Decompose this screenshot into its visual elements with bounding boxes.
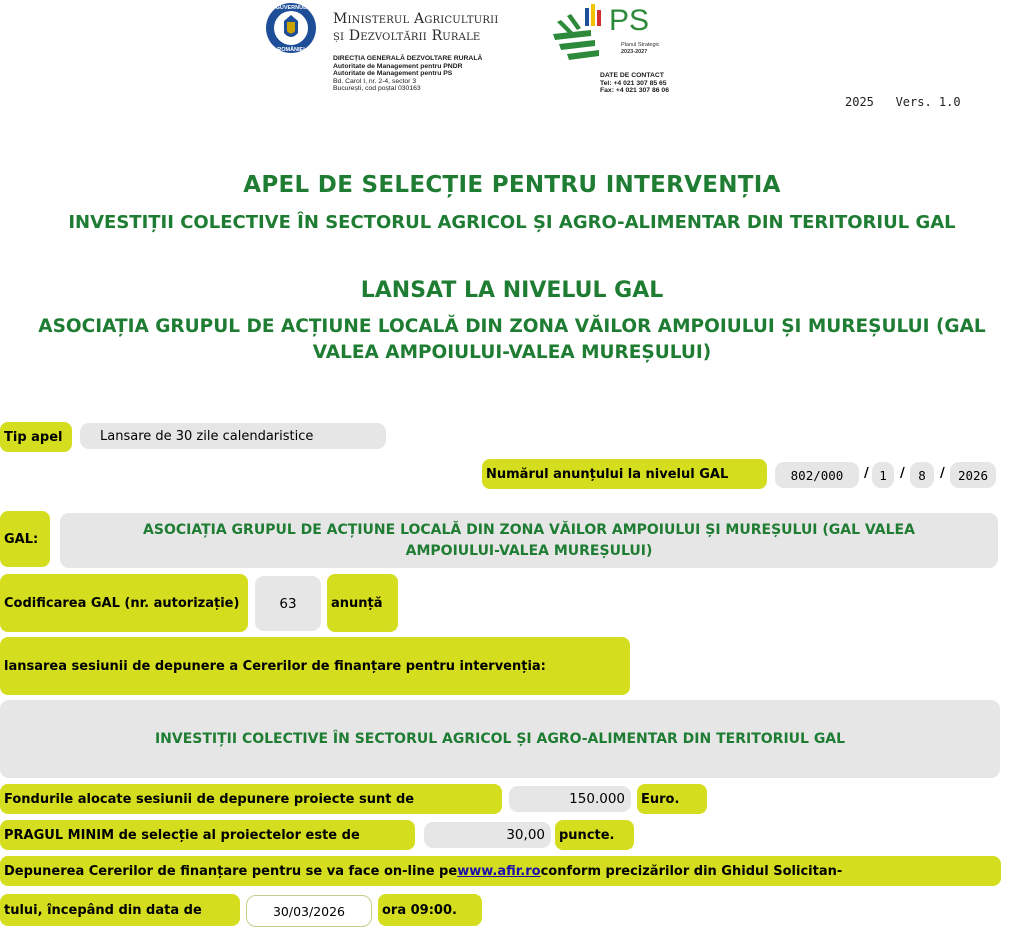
contact-tel: Tel: +4 021 307 85 65 — [600, 79, 667, 87]
contact-info — [600, 72, 669, 95]
nr-separator-2: / — [900, 466, 905, 481]
gal-name-title: ASOCIAȚIA GRUPUL DE ACȚIUNE LOCALĂ DIN ZONA VĂILOR AMPOIULUI ȘI MUREȘULUI (GAL VALEA AMPOIULUI-VALEA MUREȘULUI) — [38, 316, 986, 363]
depunere-text-line-2: tului, începând din data de — [0, 894, 240, 926]
ps-logo — [551, 0, 711, 64]
nr-anunt-part-1[interactable]: 802/000 — [775, 462, 859, 488]
nr-anunt-part-2[interactable]: 1 — [872, 462, 894, 488]
crest-text-top: GUVERNUL — [275, 5, 307, 11]
codificare-label: Codificarea GAL (nr. autorizație) — [0, 574, 248, 632]
gal-label: GAL: — [0, 511, 50, 567]
interventie-field[interactable] — [0, 700, 1000, 778]
afir-link[interactable]: www.afir.ro — [457, 863, 541, 879]
main-title: APEL DE SELECȚIE PENTRU INTERVENȚIA — [243, 172, 781, 198]
gal-value: ASOCIAȚIA GRUPUL DE ACȚIUNE LOCALĂ DIN ZONA VĂILOR AMPOIULUI ȘI MUREȘULUI (GAL VALEA AMPOIULUI-VALEA MUREȘULUI) — [143, 521, 915, 559]
tip-apel-field[interactable]: Lansare de 30 zile calendaristice — [80, 423, 386, 449]
directorate-line-4: Bd. Carol I, nr. 2-4, sector 3 — [333, 77, 417, 85]
nr-separator-3: / — [940, 466, 945, 481]
prag-label: PRAGUL MINIM de selecție al proiectelor este de — [0, 820, 415, 850]
codificare-field[interactable]: 63 — [255, 576, 321, 631]
nr-separator-1: / — [864, 466, 869, 481]
contact-title: DATE DE CONTACT — [600, 72, 664, 79]
anunta-label: anunță — [327, 574, 398, 632]
ministry-line-2: și Dezvoltării Rurale — [333, 28, 481, 44]
ora-label: ora 09:00. — [378, 894, 482, 926]
nr-anunt-part-3[interactable]: 8 — [910, 462, 934, 488]
depunere-text-1: Depunerea Cererilor de finanțare pentru se va face on-line pe — [4, 863, 458, 879]
crest-text-bottom: ROMÂNIEI — [277, 47, 305, 53]
depunere-text-line-1 — [0, 856, 1001, 886]
ministry-name — [333, 11, 498, 45]
lansarea-label: lansarea sesiunii de depunere a Cererilor de finanțare pentru intervenția: — [0, 637, 630, 695]
ps-logo-sub-1: Planul Strategic — [621, 42, 660, 48]
data-field[interactable]: 30/03/2026 — [246, 895, 372, 927]
fonduri-label: Fondurile alocate sesiunii de depunere proiecte sunt de — [0, 784, 502, 814]
directorate-line-2: Autoritate de Management pentru PNDR — [333, 62, 463, 70]
fonduri-unit: Euro. — [637, 784, 707, 814]
interventie-value: INVESTIȚII COLECTIVE ÎN SECTORUL AGRICOL ȘI AGRO-ALIMENTAR DIN TERITORIUL GAL — [154, 731, 846, 747]
nr-anunt-label: Numărul anunțului la nivelul GAL — [482, 459, 767, 489]
launched-title: LANSAT LA NIVELUL GAL — [360, 278, 664, 303]
tip-apel-label: Tip apel — [0, 422, 72, 452]
nr-anunt-part-4[interactable]: 2026 — [950, 462, 996, 488]
ministry-line-1: Ministerul Agriculturii — [333, 11, 499, 27]
intervention-title: INVESTIȚII COLECTIVE ÎN SECTORUL AGRICOL ȘI AGRO-ALIMENTAR DIN TERITORIUL GAL — [68, 212, 956, 233]
depunere-text-2: conform precizărilor din Ghidul Solicitan- — [540, 863, 843, 879]
government-crest-logo — [265, 0, 317, 56]
ps-logo-sub-2: 2023-2027 — [621, 49, 648, 55]
prag-unit: puncte. — [555, 820, 634, 850]
directorate-line-3: Autoritate de Management pentru PS — [333, 70, 453, 78]
directorate-address — [333, 55, 482, 93]
year-version: 2025 Vers. 1.0 — [845, 95, 961, 109]
contact-fax: Fax: +4 021 307 86 06 — [600, 87, 669, 95]
ps-logo-text: PS — [609, 4, 650, 37]
prag-field[interactable]: 30,00 — [424, 822, 551, 848]
gal-field[interactable] — [60, 513, 998, 568]
fonduri-field[interactable]: 150.000 — [509, 786, 631, 812]
directorate-title: DIRECȚIA GENERALĂ DEZVOLTARE RURALĂ — [333, 55, 483, 62]
directorate-line-5: București, cod poștal 030163 — [333, 85, 421, 93]
